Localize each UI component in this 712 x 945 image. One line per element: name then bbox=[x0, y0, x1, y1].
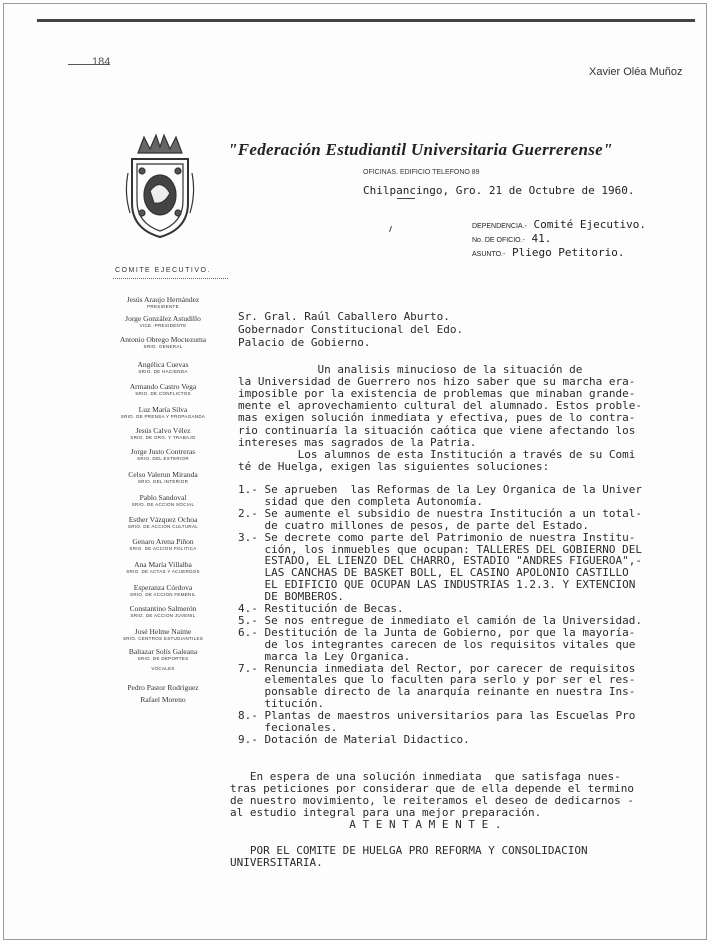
addressee-line: Palacio de Gobierno. bbox=[238, 336, 371, 349]
committee-member bbox=[88, 683, 238, 692]
date-underline bbox=[397, 198, 415, 199]
body-line: Un analisis minucioso de la situación de bbox=[238, 363, 583, 376]
demand-line: 7.- Renuncia inmediata del Rector, por carecer de requisitos bbox=[238, 661, 636, 675]
demand-line: DE BOMBEROS. bbox=[238, 590, 344, 604]
demand-line: titución. bbox=[238, 697, 325, 711]
committee-member bbox=[88, 537, 238, 552]
body-line: mente el aprovechamiento cultural del alumnado. Estos proble- bbox=[238, 399, 642, 413]
demand-line: 2.- Se aumente el subsidio de nuestra Institución a un total- bbox=[238, 506, 642, 520]
committee-member bbox=[88, 493, 238, 508]
demand-line: ponsable directo de la anarquía reinante en nuestra Ins- bbox=[238, 685, 636, 699]
committee-rule bbox=[113, 278, 228, 280]
addressee-line: Sr. Gral. Raúl Caballero Aburto. bbox=[238, 310, 450, 323]
demand-line: EL EDIFICIO QUE OCUPAN LAS INDUSTRIAS 1.2.3. Y EXTENCION bbox=[238, 578, 636, 592]
committee-member bbox=[88, 295, 238, 310]
body-line: intereses mas sagrados de la Patria. bbox=[238, 435, 477, 449]
body-line: té de Huelga, exigen las siguientes soluciones: bbox=[238, 459, 550, 473]
member-name: Armando Castro Vega bbox=[129, 382, 197, 391]
member-role: PRESIDENTE bbox=[147, 304, 179, 309]
closing-line: tras peticiones por considerar que de ella depende el termino bbox=[230, 782, 634, 795]
committee-member bbox=[88, 360, 238, 375]
demand-line: de cuatro millones de pesos, de parte del Estado. bbox=[238, 518, 589, 532]
committee-member bbox=[88, 695, 238, 704]
body-line: Los alumnos de esta Institución a través de su Comi bbox=[238, 447, 636, 461]
demand-line: 9.- Dotación de Material Didactico. bbox=[238, 732, 470, 746]
demand-line: 8.- Plantas de maestros universitarios para las Escuelas Pro bbox=[238, 709, 636, 723]
offices-line: OFICINAS. EDIFICIO TELEFONO 89 bbox=[363, 169, 480, 176]
member-role: SRIO. DE ACCION POLITICA bbox=[129, 546, 197, 551]
committee-member bbox=[88, 666, 238, 672]
place-and-date: Chilpancingo, Gro. 21 de Octubre de 1960. bbox=[363, 184, 635, 197]
demand-line: 5.- Se nos entregue de inmediato el camión de la Universidad. bbox=[238, 613, 642, 627]
body-line: la Universidad de Guerrero nos hizo saber que su marcha era- bbox=[238, 375, 636, 389]
member-role: SRIO. CENTROS ESTUDIANTILES bbox=[122, 636, 204, 641]
dependencia-line bbox=[472, 218, 646, 231]
oficio-line bbox=[472, 232, 551, 245]
member-name: Constantino Salmerón bbox=[129, 604, 197, 613]
committee-member bbox=[88, 627, 238, 642]
member-role: SRIO. DEL EXTERIOR bbox=[137, 456, 189, 461]
author-name: Xavier Oléa Muñoz bbox=[589, 66, 683, 78]
demand-line: LAS CANCHAS DE BASKET BOLL, EL CASINO APOLONIO CASTILLO bbox=[238, 566, 629, 580]
member-role: SRIO. GENERAL bbox=[143, 344, 183, 349]
member-name: Luz María Silva bbox=[138, 405, 188, 414]
member-role: SRIO. DE ORG. Y TRABAJO bbox=[130, 435, 196, 440]
demand-line: fecionales. bbox=[238, 721, 338, 734]
signature-line: UNIVERSITARIA. bbox=[230, 856, 323, 869]
member-name: Genaro Arena Piñon bbox=[132, 537, 194, 546]
page-number: 184 bbox=[92, 56, 111, 68]
member-role: SRIO. DE HACIENDA bbox=[138, 369, 188, 374]
member-name: Rafael Moreno bbox=[140, 695, 186, 704]
committee-member bbox=[88, 426, 238, 441]
oficio-label: No. DE OFICIO.- bbox=[472, 237, 525, 244]
coat-of-arms-seal bbox=[124, 133, 196, 239]
closing-line: al estudio integral para una mejor preparación. bbox=[230, 806, 542, 819]
body-line: rio continuaría la situación caótica que viene afectando los bbox=[238, 423, 636, 437]
committee-member bbox=[88, 470, 238, 485]
dependencia-value: Comité Ejecutivo. bbox=[533, 218, 647, 231]
member-role: SRIO. DE ACCION SOCIAL bbox=[131, 502, 195, 507]
member-name: Baltazar Solís Galeana bbox=[128, 647, 198, 656]
member-name: José Helme Naime bbox=[134, 627, 192, 636]
body-line: mas exigen solución inmediata y efectiva, pues de lo contra- bbox=[238, 411, 636, 425]
member-name: Jorge González Astudillo bbox=[125, 314, 201, 323]
demand-line: de los integrantes carecen de los requisitos vitales que bbox=[238, 637, 636, 651]
member-role: SRIO. DE PRENSA Y PROPAGANDA bbox=[120, 414, 206, 419]
member-name: Jesús Araujo Hernández bbox=[126, 295, 200, 304]
addressee-line: Gobernador Constitucional del Edo. bbox=[238, 323, 464, 336]
member-name: Ana María Villalba bbox=[134, 560, 192, 569]
member-role: SRIO. DE CONFLICTOS bbox=[135, 391, 191, 396]
member-role: SRIO. DE ACCION FEMENIL bbox=[130, 592, 196, 597]
committee-member bbox=[88, 405, 238, 420]
top-rule bbox=[37, 19, 695, 22]
member-role: SRIO. DE ACTAS Y ACUERDOS bbox=[126, 569, 200, 574]
committee-member bbox=[88, 314, 238, 329]
organization-name: "Federación Estudiantil Universitaria Guerrerense" bbox=[228, 140, 613, 159]
member-name: Antonio Obrego Moctezuma bbox=[119, 335, 207, 344]
closing-line: de nuestro movimiento, le reiteramos el deseo de dedicarnos - bbox=[230, 794, 634, 807]
demand-line: 6.- Destitución de la Junta de Gobierno, por que la mayoría- bbox=[238, 625, 636, 639]
member-name: Celso Valerun Miranda bbox=[128, 470, 198, 479]
committee-member bbox=[88, 647, 238, 662]
dependencia-label: DEPENDENCIA.- bbox=[472, 223, 527, 230]
asunto-value: Pliego Petitorio. bbox=[511, 246, 625, 259]
member-role: SRIO. DE DEPORTES bbox=[137, 656, 189, 661]
demand-line: elementales que lo faculten para serlo y por ser el res- bbox=[238, 673, 636, 687]
closing-line: A T E N T A M E N T E . bbox=[230, 818, 502, 831]
demand-line: 3.- Se decrete como parte del Patrimonio de nuestra Institu- bbox=[238, 530, 636, 544]
member-name: Esther Vázquez Ochoa bbox=[128, 515, 198, 524]
member-role: SRIO. DE ACCION JUVENIL bbox=[130, 613, 196, 618]
member-name: Jorge Justo Contreras bbox=[130, 447, 196, 456]
demand-line: 1.- Se aprueben las Reformas de la Ley Organica de la Univer bbox=[238, 483, 642, 496]
asunto-label: ASUNTO.- bbox=[472, 251, 506, 258]
committee-member bbox=[88, 382, 238, 397]
committee-member bbox=[88, 583, 238, 598]
demand-line: sidad que den completa Autonomía. bbox=[238, 494, 484, 508]
oficio-value: 41. bbox=[531, 232, 552, 245]
committee-member bbox=[88, 335, 238, 350]
closing-line: En espera de una solución inmediata que satisfaga nues- bbox=[230, 770, 621, 783]
committee-title: COMITE EJECUTIVO. bbox=[115, 267, 211, 274]
demand-line: ESTADO, EL LIENZO DEL CHARRO, ESTADIO "ANDRES FIGUEROA",- bbox=[238, 554, 642, 568]
member-name: Pedro Pastor Rodríguez bbox=[127, 683, 199, 692]
member-name: Pablo Sandoval bbox=[139, 493, 187, 502]
demand-line: ción, los inmuebles que ocupan: TALLERES DEL GOBIERNO DEL bbox=[238, 542, 642, 556]
member-role: SRIO. DEL INTERIOR bbox=[137, 479, 189, 484]
member-name: Angélica Cuevas bbox=[137, 360, 189, 369]
demand-line: marca la Ley Organica. bbox=[238, 649, 411, 663]
committee-member bbox=[88, 515, 238, 530]
member-name: Jesús Calvo Vélez bbox=[135, 426, 191, 435]
committee-member bbox=[88, 604, 238, 619]
committee-member bbox=[88, 560, 238, 575]
demand-line: 4.- Restitución de Becas. bbox=[238, 602, 404, 615]
member-name: Esperanza Córdova bbox=[133, 583, 193, 592]
member-role: VOCALES bbox=[151, 666, 175, 671]
member-role: SRIO. DE ACCION CULTURAL bbox=[127, 524, 199, 529]
body-line: imposible por la existencia de problemas que minaban grande- bbox=[238, 387, 636, 401]
asunto-line bbox=[472, 246, 625, 259]
committee-member bbox=[88, 447, 238, 462]
signature-line: POR EL COMITE DE HUELGA PRO REFORMA Y CONSOLIDACION bbox=[230, 844, 588, 857]
member-role: VICE.-PRESIDENTE bbox=[139, 323, 187, 328]
